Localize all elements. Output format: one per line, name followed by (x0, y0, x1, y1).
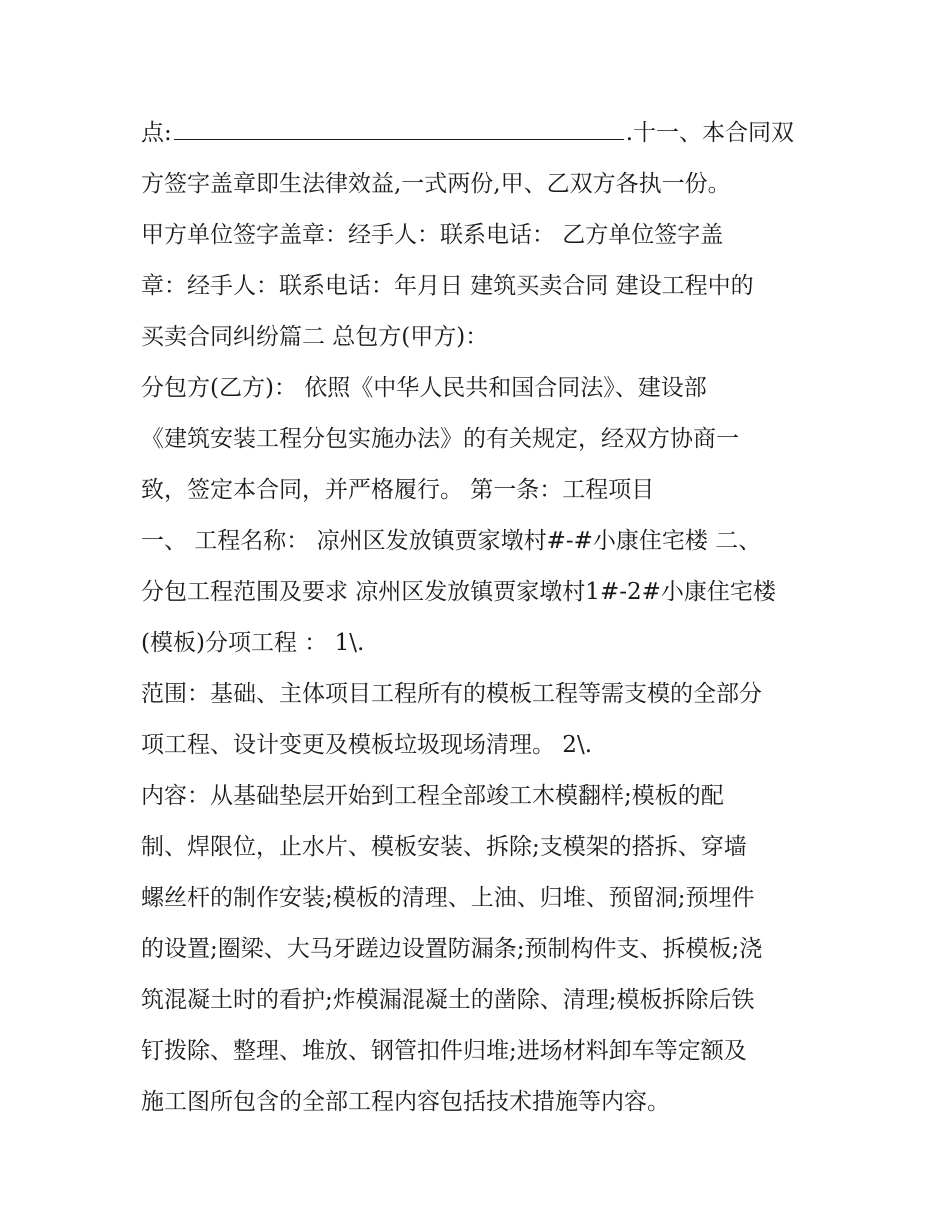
text-line: 甲方单位签字盖章：经手人：联系电话： 乙方单位签字盖 (141, 222, 724, 248)
text-line: 的设置;圈梁、大马牙蹉边设置防漏条;预制构件支、拆模板;浇 (141, 936, 763, 962)
line-text-after-blank: .十一、本合同双 (625, 120, 795, 146)
text-line: 分包方(乙方)： 依照《中华人民共和国合同法》、建设部 (141, 375, 707, 401)
text-line: 章：经手人：联系电话：年月日 建筑买卖合同 建设工程中的 (141, 273, 754, 299)
text-line: 筑混凝土时的看护;炸模漏混凝土的凿除、清理;模板拆除后铁 (141, 987, 755, 1013)
text-line: (模板)分项工程 ： 1\. (141, 630, 365, 656)
text-line: 方签字盖章即生法律效益,一式两份,甲、乙双方各执一份。 (141, 171, 731, 197)
line-text-before-blank: 点: (141, 120, 172, 146)
contract-text-body (141, 108, 821, 1128)
text-line: 钉拨除、整理、堆放、钢管扣件归堆;进场材料卸车等定额及 (141, 1038, 747, 1064)
text-line: 制、焊限位，止水片、模板安装、拆除;支模架的搭拆、穿墙 (141, 834, 747, 860)
text-line: 《建筑安装工程分包实施办法》的有关规定，经双方协商一 (141, 426, 739, 452)
text-line: 施工图所包含的全部工程内容包括技术措施等内容。 (141, 1089, 670, 1115)
text-line: 螺丝杆的制作安装;模板的清理、上油、归堆、预留洞;预埋件 (141, 885, 755, 911)
text-line: 范围：基础、主体项目工程所有的模板工程等需支模的全部分 (141, 681, 762, 707)
fill-in-blank (174, 117, 624, 140)
text-line (141, 108, 821, 159)
text-line: 致，签定本合同，并严格履行。 第一条：工程项目 (141, 477, 655, 503)
text-line: 项工程、设计变更及模板垃圾现场清理。 2\. (141, 732, 593, 758)
text-line: 分包工程范围及要求 凉州区发放镇贾家墩村1#-2#小康住宅楼 (141, 579, 776, 605)
text-line: 内容：从基础垫层开始到工程全部竣工木模翻样;模板的配 (141, 783, 724, 809)
text-line: 买卖合同纠纷篇二 总包方(甲方)： (141, 324, 489, 350)
text-line: 一、 工程名称： 凉州区发放镇贾家墩村#-#小康住宅楼 二、 (141, 528, 762, 554)
